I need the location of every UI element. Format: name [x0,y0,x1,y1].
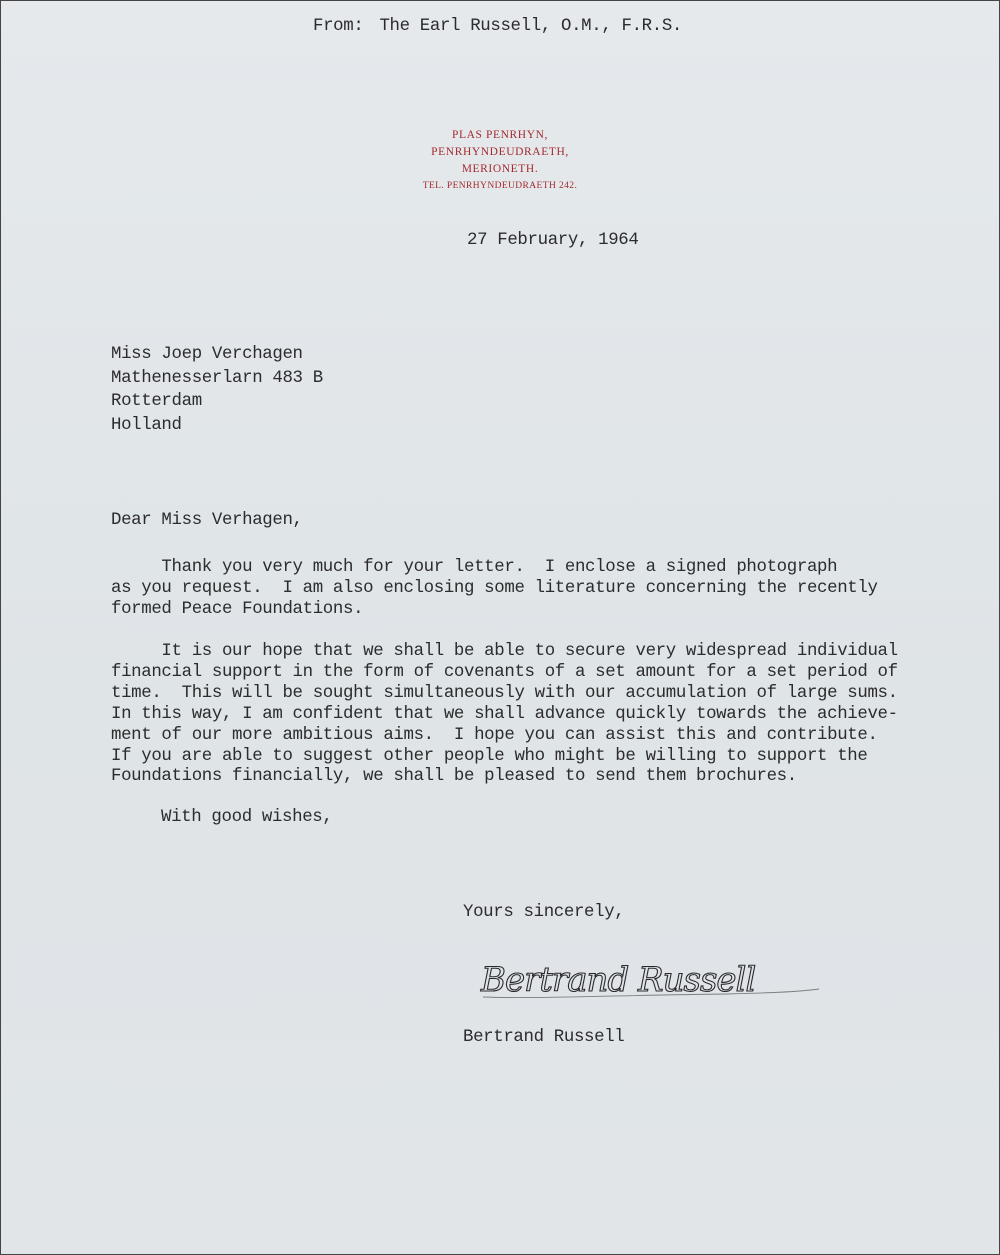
body-paragraph-2 [111,642,898,788]
letterhead-telephone: TEL. PENRHYNDEUDRAETH 242. [422,181,578,191]
paragraph-line: financial support in the form of covenants of a set amount for a set period of [111,662,898,682]
letterhead-address [381,127,619,195]
recipient-address [111,343,323,437]
complimentary-close: Yours sincerely, [463,903,625,922]
letterhead-county: MERIONETH. [461,163,539,175]
recipient-street: Mathenesserlarn 483 B [111,368,323,388]
paragraph-line: time. This will be sought simultaneously with our accumulation of large sums. [111,683,898,703]
paragraph-line: formed Peace Foundations. [111,599,364,619]
body-paragraph-1 [111,558,878,621]
recipient-country: Holland [111,415,182,435]
letterhead-town: PENRHYNDEUDRAETH, [431,146,569,158]
paragraph-line: It is our hope that we shall be able to secure very widespread individual [111,642,898,661]
recipient-city: Rotterdam [111,392,202,412]
paragraph-line: as you request. I am also enclosing some literature concerning the recently [111,578,878,598]
salutation: Dear Miss Verhagen, [111,511,303,530]
paragraph-line: If you are able to suggest other people who might be willing to support the [111,746,868,766]
paragraph-line: Thank you very much for your letter. I enclose a signed photograph [111,558,838,577]
letterhead-house: PLAS PENRHYN, [452,129,548,141]
from-name: The Earl Russell, O.M., F.R.S. [379,17,683,36]
closing-wishes: With good wishes, [161,808,333,827]
paragraph-line: In this way, I am confident that we shall advance quickly towards the achieve- [111,704,898,724]
paragraph-line: ment of our more ambitious aims. I hope you can assist this and contribute. [111,725,878,745]
from-line [313,17,682,36]
from-label: From: [313,17,364,36]
signature-text: Bertrand Russell [481,960,756,1000]
handwritten-signature [477,951,827,1011]
paragraph-line: Foundations financially, we shall be pleased to send them brochures. [111,767,797,787]
recipient-name: Miss Joep Verchagen [111,345,303,364]
typed-signatory-name: Bertrand Russell [463,1028,625,1047]
letter-date: 27 February, 1964 [467,231,639,250]
